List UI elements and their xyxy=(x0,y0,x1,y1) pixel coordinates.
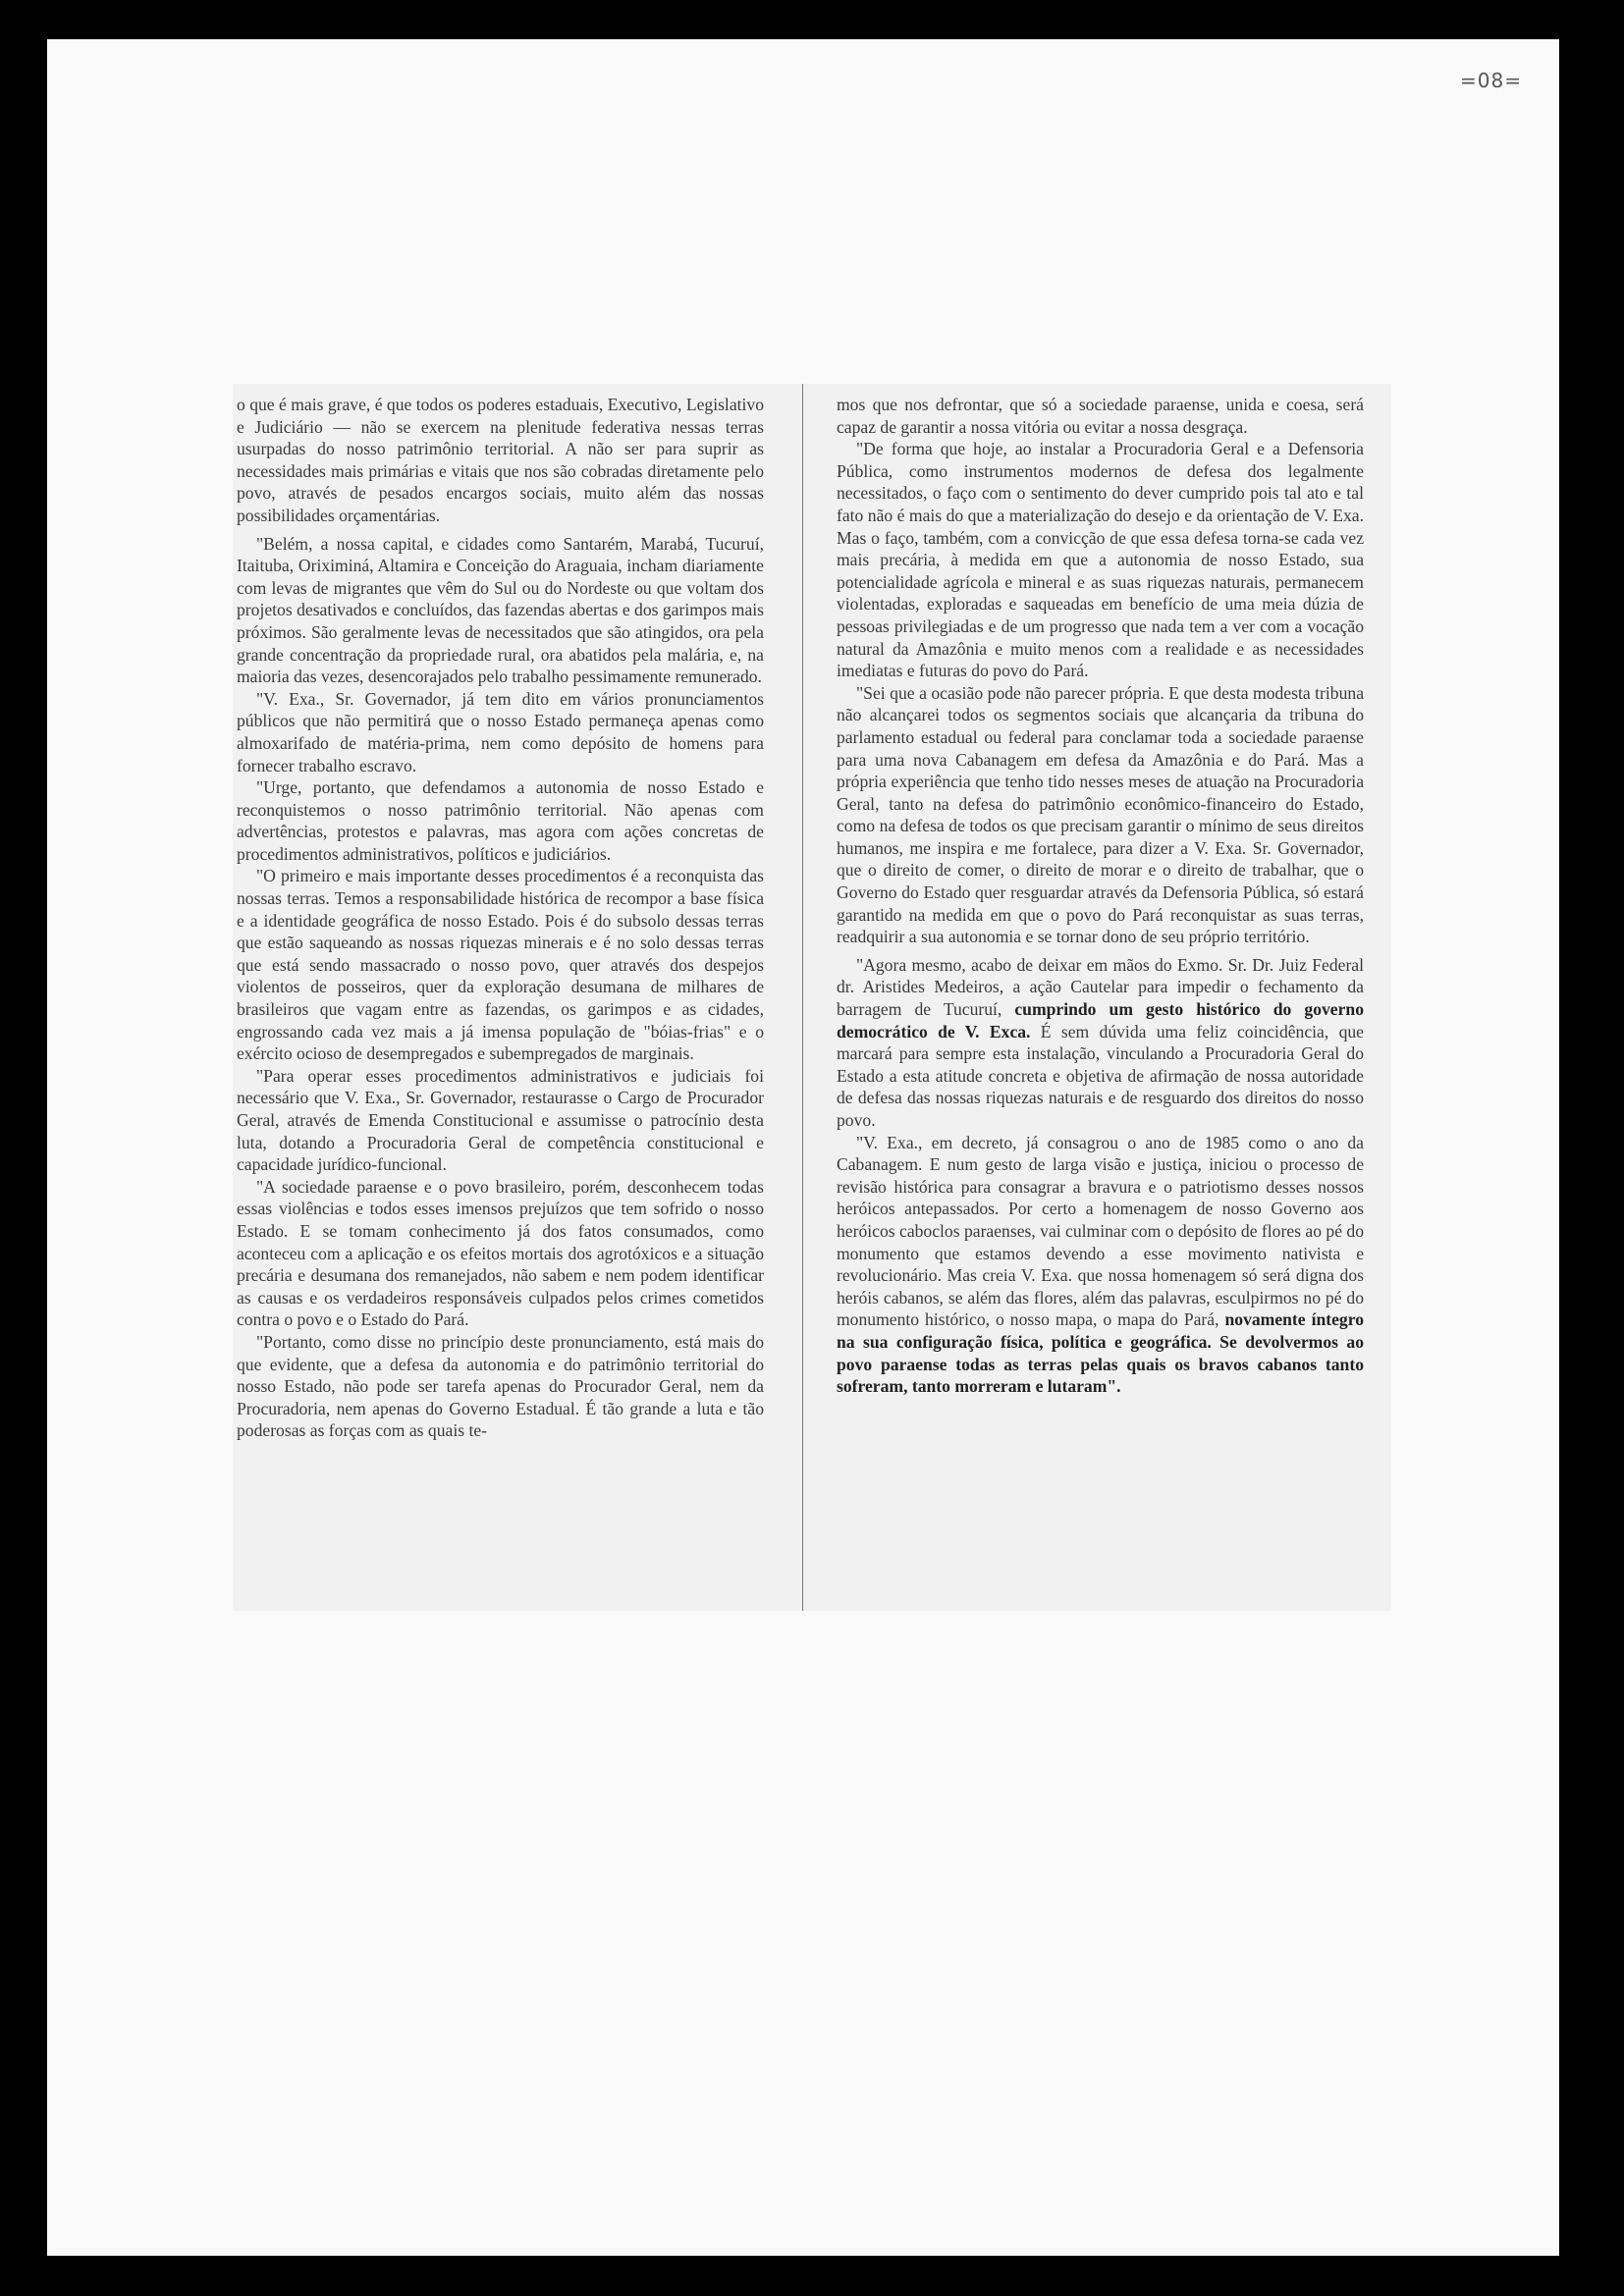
text-run: "V. Exa., em decreto, já consagrou o ano de 1985 como o ano da Cabanagem. E num gesto de larga visão e justiça, iniciou o processo de revisão histórica para consagrar a bravura e o patriotismo desses nossos heróicos antepassados. Por certo a homenagem de nosso Governo aos heróicos caboclos paraenses, vai culminar com o depósito de flores ao pé do monumento que estamos devendo a esse movimento nativista e revolucionário. Mas creia V. Exa. que nossa homenagem só será digna dos heróis cabanos, se além das flores, além das palavras, esculpirmos no pé do monumento histórico, o nosso mapa, o mapa do Pará, xyxy=(837,1132,1364,1330)
paragraph: "Portanto, como disse no princípio deste pronunciamento, está mais do que evidente, que a defesa da autonomia e do patrimônio territorial do nosso Estado, não pode ser tarefa apenas do Procurador Geral, nem da Procuradoria, nem apenas do Governo Estadual. É tão grande a luta e tão poderosas as forças com as quais te- xyxy=(237,1331,764,1441)
newspaper-clipping xyxy=(233,384,1391,1611)
paragraph: "A sociedade paraense e o povo brasileiro, porém, desconhecem todas essas violências e todos esses imensos prejuízos que tem sofrido o nosso Estado. E se tomam conhecimento já dos fatos consumados, como aconteceu com a aplicação e os efeitos mortais dos agrotóxicos e a situação precária e desumana dos remanejados, não sabem e nem podem identificar as causas e os verdadeiros responsáveis culpados pelos crimes cometidos contra o povo e o Estado do Pará. xyxy=(237,1176,764,1330)
paragraph: "Urge, portanto, que defendamos a autonomia de nosso Estado e reconquistemos o nosso patrimônio territorial. Não apenas com advertências, protestos e palavras, mas agora com ações concretas de procedimentos administrativos, políticos e judiciários. xyxy=(237,777,764,864)
scanned-page xyxy=(47,39,1559,2256)
paragraph: mos que nos defrontar, que só a sociedade paraense, unida e coesa, será capaz de garantir a nossa vitória ou evitar a nossa desgraça. xyxy=(837,395,1364,437)
page-number-mark: =08= xyxy=(1460,69,1522,92)
text-run: É sem dúvida uma feliz coincidência, que marcará para sempre esta instalação, vinculando a Procuradoria Geral do Estado a esta atitude concreta e objetiva de afirmação de nossa autoridade de defesa das nossas riquezas naturais e de resguardo dos direitos do nosso povo. xyxy=(837,1021,1364,1130)
paragraph: "De forma que hoje, ao instalar a Procuradoria Geral e a Defensoria Pública, como instrumentos modernos de defesa dos legalmente necessitados, o faço com o sentimento do dever cumprido pois tal ato e tal fato não é mais do que a materialização do desejo e da orientação de V. Exa. Mas o faço, também, com a convicção de que essa defesa torna-se cada vez mais precária, à medida em que a autonomia de nosso Estado, sua potencialidade agrícola e mineral e as suas riquezas naturais, permanecem violentadas, exploradas e saqueadas em benefício de uma meia dúzia de pessoas privilegiadas e de um progresso que nada tem a ver com a vocação natural da Amazônia e muito menos com a realidade e as necessidades imediatas e futuras do povo do Pará. xyxy=(837,439,1364,681)
paragraph: o que é mais grave, é que todos os poderes estaduais, Executivo, Legislativo e Judiciário — não se exercem na plenitude federativa nessas terras usurpadas do nosso patrimônio territorial. A não ser para suprir as necessidades mais primárias e vitais que nos são cobradas diretamente pelo povo, através de pesados encargos sociais, muito além das nossas possibilidades orçamentárias. xyxy=(237,395,764,525)
paragraph: "Belém, a nossa capital, e cidades como Santarém, Marabá, Tucuruí, Itaituba, Oriximiná, Altamira e Conceição do Araguaia, incham diariamente com levas de migrantes que vêm do Sul ou do Nordeste ou que voltam dos projetos desativados e concluídos, das fazendas abertas e dos garimpos mais próximos. São geralmente levas de necessitados que são atingidos, ora pela grande concentração da propriedade rural, ora abatidos pela malária, e, na maioria das vezes, desencorajados pelo trabalho pessimamente remunerado. xyxy=(237,533,764,687)
paragraph: "V. Exa., Sr. Governador, já tem dito em vários pronunciamentos públicos que não permitirá que o nosso Estado permaneça apenas como almoxarifado de matéria-prima, nem como depósito de homens para fornecer trabalho escravo. xyxy=(237,688,764,775)
paragraph xyxy=(837,954,1364,1132)
right-column xyxy=(837,394,1364,1606)
paragraph xyxy=(837,1132,1364,1398)
paragraph: "Sei que a ocasião pode não parecer própria. E que desta modesta tribuna não alcançarei todos os segmentos sociais que alcançaria da tribuna do parlamento estadual ou federal para conclamar toda a sociedade paraense para uma nova Cabanagem em defesa da Amazônia e do Pará. Mas a própria experiência que tenho tido nesses meses de atuação na Procuradoria Geral, tanto na defesa do patrimônio econômico-financeiro do Estado, como na defesa de todos os que precisam garantir o mínimo de seus direitos humanos, me inspira e me fortalece, para dizer a V. Exa. Sr. Governador, que o direito de comer, o direito de morar e o direito de trabalhar, que o Governo do Estado quer resguardar através da Defensoria Pública, só estará garantido na medida em que o povo do Pará reconquistar as suas terras, readquirir a sua autonomia e se tornar dono de seu próprio território. xyxy=(837,682,1364,947)
paragraph: "Para operar esses procedimentos administrativos e judiciais foi necessário que V. Exa., Sr. Governador, restaurasse o Cargo de Procurador Geral, através de Emenda Constitucional e assumisse o patrocínio desta luta, dotando a Procuradoria Geral de competência constitucional e capacidade jurídico-funcional. xyxy=(237,1065,764,1175)
left-column xyxy=(237,394,764,1606)
bold-text-run: cumprindo um gesto histórico do governo democrático de V. Exca. xyxy=(837,999,1364,1041)
bold-text-run: novamente íntegro na sua configuração física, política e geográfica. Se devolvermos ao povo paraense todas as terras pelas quais os bravos cabanos tanto sofreram, tanto morreram e lutaram". xyxy=(837,1309,1364,1397)
paragraph: "O primeiro e mais importante desses procedimentos é a reconquista das nossas terras. Temos a responsabilidade histórica de recompor a base física e a identidade geográfica de nosso Estado. Pois é do subsolo dessas terras que estão saqueando as nossas riquezas minerais e é no solo dessas terras que está sendo massacrado o nosso povo, quer através dos despejos violentos de posseiros, quer da exploração desumana de milhares de brasileiros que vagam entre as fazendas, os garimpos e as cidades, engrossando cada vez mais a já imensa população de "bóias-frias" e o exército ocioso de desempregados e subempregados de marginais. xyxy=(237,866,764,1064)
column-divider xyxy=(802,384,803,1611)
text-run: "Agora mesmo, acabo de deixar em mãos do Exmo. Sr. Dr. Juiz Federal dr. Aristides Medeiros, a ação Cautelar para impedir o fechamento da barragem de Tucuruí, xyxy=(837,954,1364,1020)
